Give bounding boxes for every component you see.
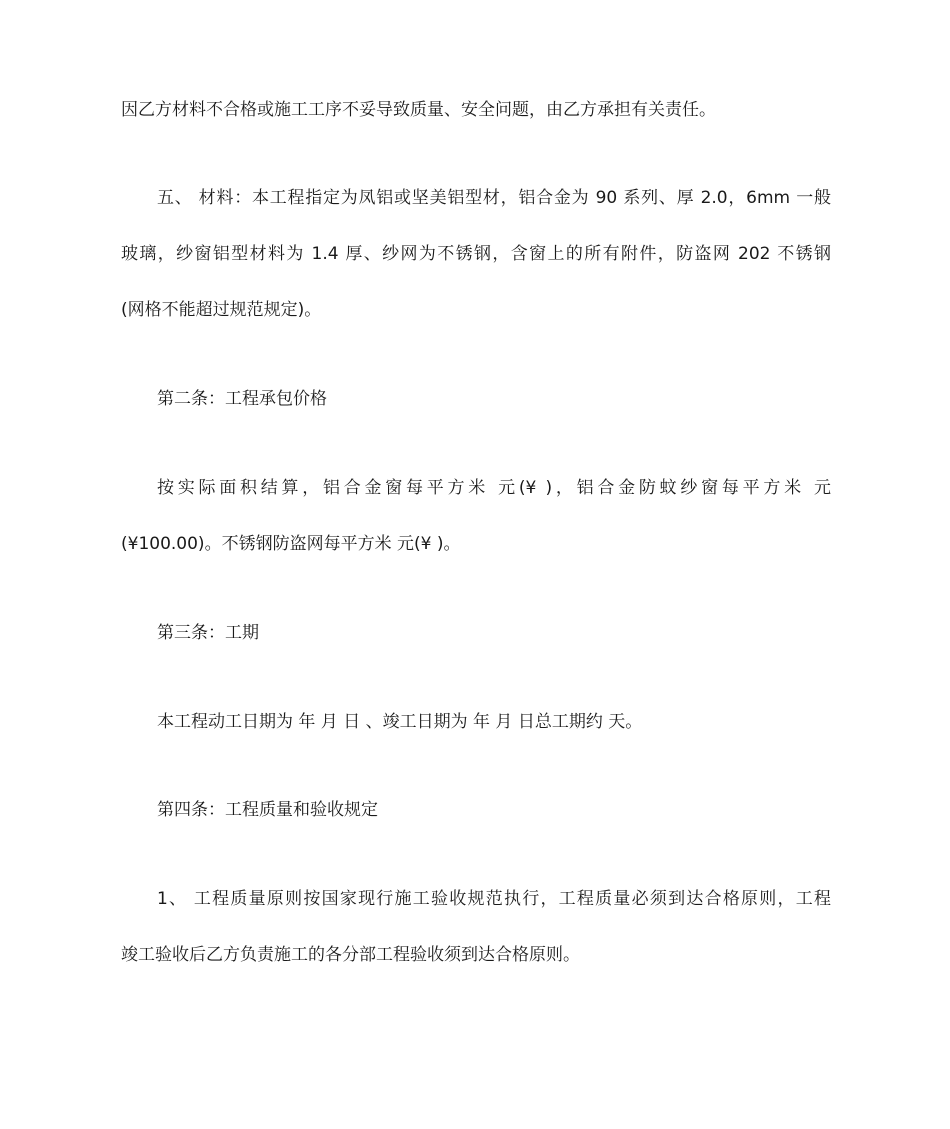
- text-line: (网格不能超过规范规定)。: [121, 300, 322, 320]
- text-line: 本工程动工日期为 年 月 日 、竣工日期为 年 月 日总工期约 天。: [157, 712, 643, 732]
- text-line: 1、 工程质量原则按国家现行施工验收规范执行，工程质量必须到达合格原则，工程: [157, 889, 831, 909]
- text-line: 玻璃，纱窗铝型材料为 1.4 厚、纱网为不锈钢，含窗上的所有附件，防盗网 202 不锈钢: [121, 244, 831, 264]
- article-heading: 第二条：工程承包价格: [157, 389, 327, 409]
- text-line: 因乙方材料不合格或施工工序不妥导致质量、安全问题，由乙方承担有关责任。: [121, 100, 716, 120]
- text-line: (¥100.00)。不锈钢防盗网每平方米 元(¥ )。: [121, 534, 461, 554]
- text-line: 按实际面积结算，铝合金窗每平方米 元(¥ )，铝合金防蚊纱窗每平方米 元: [157, 478, 831, 498]
- section-materials-heading: 五、 材料：本工程指定为凤铝或坚美铝型材，铝合金为 90 系列、厚 2.0，6mm 一般: [157, 188, 831, 208]
- article-heading: 第四条：工程质量和验收规定: [157, 800, 378, 820]
- text-line: 竣工验收后乙方负责施工的各分部工程验收须到达合格原则。: [121, 945, 580, 965]
- article-heading: 第三条：工期: [157, 623, 259, 643]
